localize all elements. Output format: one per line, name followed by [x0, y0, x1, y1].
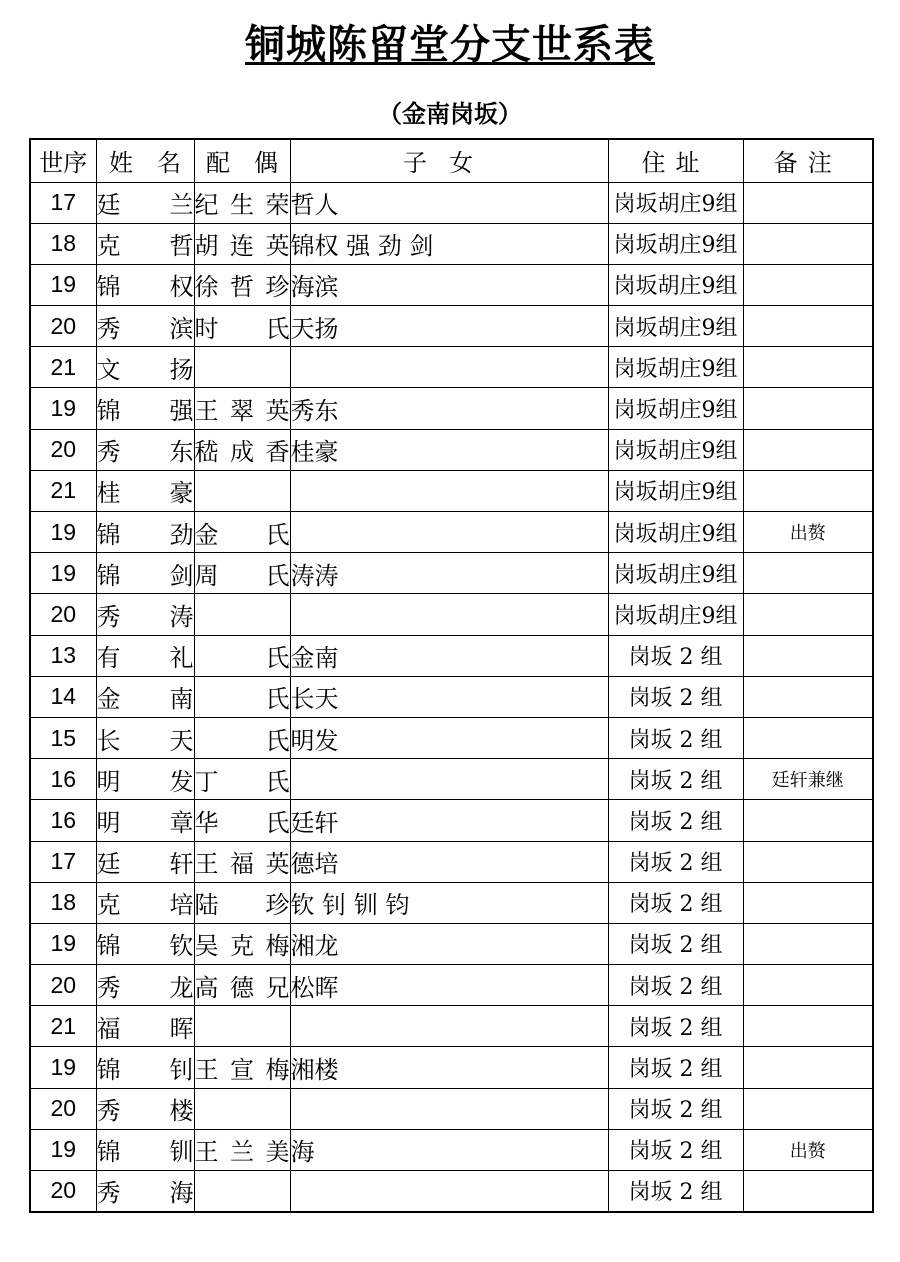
cell-name: 锦钊 [96, 1047, 194, 1088]
table-row [30, 512, 873, 553]
cell-address: 岗坂 2 组 [608, 635, 743, 676]
cell-name: 明发 [96, 759, 194, 800]
cell-name: 锦劲 [96, 512, 194, 553]
table-row [30, 717, 873, 758]
cell-address: 岗坂胡庄9组 [608, 594, 743, 635]
cell-name: 克哲 [96, 223, 194, 264]
cell-note [743, 1047, 873, 1088]
cell-name: 廷轩 [96, 841, 194, 882]
cell-note [743, 1088, 873, 1129]
table-row [30, 1088, 873, 1129]
cell-children: 金南 [290, 635, 608, 676]
table-header-row [30, 139, 873, 182]
cell-note [743, 965, 873, 1006]
cell-address: 岗坂胡庄9组 [608, 429, 743, 470]
cell-spouse [194, 1006, 290, 1047]
cell-address: 岗坂 2 组 [608, 1129, 743, 1170]
cell-name: 长天 [96, 717, 194, 758]
cell-name: 克培 [96, 882, 194, 923]
cell-children: 长天 [290, 676, 608, 717]
document-title [0, 18, 900, 72]
table-row [30, 965, 873, 1006]
cell-children [290, 1006, 608, 1047]
cell-spouse: 王宣梅 [194, 1047, 290, 1088]
cell-note [743, 841, 873, 882]
table-row [30, 923, 873, 964]
header-spouse: 配 偶 [194, 139, 290, 182]
cell-name: 有礼 [96, 635, 194, 676]
cell-note [743, 306, 873, 347]
cell-name: 锦强 [96, 388, 194, 429]
cell-generation: 17 [30, 841, 96, 882]
cell-children: 德培 [290, 841, 608, 882]
cell-children: 锦权 强 劲 剑 [290, 223, 608, 264]
genealogy-table [29, 138, 874, 1213]
cell-name: 锦钦 [96, 923, 194, 964]
cell-children [290, 1088, 608, 1129]
cell-generation: 19 [30, 1129, 96, 1170]
table-row [30, 676, 873, 717]
table-row [30, 594, 873, 635]
cell-address: 岗坂 2 组 [608, 759, 743, 800]
header-note: 备注 [743, 139, 873, 182]
cell-spouse: 王翠英 [194, 388, 290, 429]
cell-generation: 18 [30, 223, 96, 264]
table-row [30, 1171, 873, 1212]
cell-spouse [194, 594, 290, 635]
cell-note [743, 388, 873, 429]
cell-name: 廷兰 [96, 182, 194, 223]
cell-address: 岗坂 2 组 [608, 841, 743, 882]
cell-address: 岗坂胡庄9组 [608, 306, 743, 347]
cell-address: 岗坂 2 组 [608, 1171, 743, 1212]
cell-spouse [194, 1088, 290, 1129]
cell-spouse: 王兰美 [194, 1129, 290, 1170]
cell-note [743, 1171, 873, 1212]
cell-address: 岗坂胡庄9组 [608, 388, 743, 429]
cell-name: 锦权 [96, 264, 194, 305]
cell-note: 出赘 [743, 512, 873, 553]
cell-generation: 20 [30, 594, 96, 635]
cell-generation: 18 [30, 882, 96, 923]
cell-spouse: 吴克梅 [194, 923, 290, 964]
cell-spouse: 嵇成香 [194, 429, 290, 470]
cell-name: 秀涛 [96, 594, 194, 635]
table-row [30, 1006, 873, 1047]
cell-spouse: 胡连英 [194, 223, 290, 264]
header-name: 姓 名 [96, 139, 194, 182]
cell-spouse: 王福英 [194, 841, 290, 882]
cell-generation: 16 [30, 800, 96, 841]
cell-children: 桂豪 [290, 429, 608, 470]
cell-children [290, 1171, 608, 1212]
cell-note [743, 882, 873, 923]
cell-generation: 16 [30, 759, 96, 800]
cell-children: 天扬 [290, 306, 608, 347]
cell-name: 锦剑 [96, 553, 194, 594]
cell-generation: 19 [30, 553, 96, 594]
cell-spouse [194, 470, 290, 511]
table-body [30, 182, 873, 1212]
table-row [30, 635, 873, 676]
cell-address: 岗坂 2 组 [608, 717, 743, 758]
cell-spouse: 氏 [194, 676, 290, 717]
cell-address: 岗坂 2 组 [608, 965, 743, 1006]
cell-children: 湘楼 [290, 1047, 608, 1088]
cell-name: 锦钏 [96, 1129, 194, 1170]
table-row [30, 841, 873, 882]
cell-spouse: 陆珍 [194, 882, 290, 923]
cell-name: 秀东 [96, 429, 194, 470]
cell-spouse: 徐哲珍 [194, 264, 290, 305]
cell-generation: 17 [30, 182, 96, 223]
cell-children [290, 512, 608, 553]
table-row [30, 347, 873, 388]
cell-note [743, 800, 873, 841]
cell-spouse: 周氏 [194, 553, 290, 594]
cell-spouse [194, 347, 290, 388]
cell-address: 岗坂胡庄9组 [608, 553, 743, 594]
cell-note [743, 1006, 873, 1047]
cell-note [743, 182, 873, 223]
cell-spouse: 华氏 [194, 800, 290, 841]
cell-generation: 19 [30, 512, 96, 553]
cell-generation: 20 [30, 1171, 96, 1212]
cell-address: 岗坂胡庄9组 [608, 470, 743, 511]
document-title-text: 铜城陈留堂分支世系表 [245, 22, 655, 68]
cell-children: 哲人 [290, 182, 608, 223]
cell-name: 福晖 [96, 1006, 194, 1047]
cell-note [743, 347, 873, 388]
cell-note [743, 717, 873, 758]
header-children: 子女 [290, 139, 608, 182]
cell-generation: 19 [30, 1047, 96, 1088]
cell-address: 岗坂胡庄9组 [608, 264, 743, 305]
cell-note [743, 635, 873, 676]
cell-children: 海 [290, 1129, 608, 1170]
cell-generation: 21 [30, 347, 96, 388]
table-row [30, 800, 873, 841]
table-row [30, 388, 873, 429]
cell-children [290, 347, 608, 388]
cell-generation: 13 [30, 635, 96, 676]
cell-address: 岗坂 2 组 [608, 1088, 743, 1129]
cell-children: 松晖 [290, 965, 608, 1006]
cell-spouse: 纪生荣 [194, 182, 290, 223]
table-row [30, 759, 873, 800]
cell-generation: 15 [30, 717, 96, 758]
table-row [30, 882, 873, 923]
cell-address: 岗坂 2 组 [608, 882, 743, 923]
cell-name: 金南 [96, 676, 194, 717]
cell-children [290, 594, 608, 635]
cell-children: 海滨 [290, 264, 608, 305]
cell-generation: 21 [30, 1006, 96, 1047]
cell-generation: 21 [30, 470, 96, 511]
cell-address: 岗坂 2 组 [608, 1047, 743, 1088]
table-row [30, 264, 873, 305]
cell-note [743, 264, 873, 305]
header-address: 住址 [608, 139, 743, 182]
cell-generation: 20 [30, 1088, 96, 1129]
cell-generation: 20 [30, 429, 96, 470]
table-row [30, 306, 873, 347]
cell-generation: 20 [30, 965, 96, 1006]
document-subtitle: （金南岗坂） [378, 100, 522, 128]
cell-name: 秀龙 [96, 965, 194, 1006]
cell-spouse: 丁氏 [194, 759, 290, 800]
cell-generation: 20 [30, 306, 96, 347]
cell-spouse: 时氏 [194, 306, 290, 347]
cell-spouse: 金氏 [194, 512, 290, 553]
cell-note: 廷轩兼继 [743, 759, 873, 800]
cell-children [290, 470, 608, 511]
cell-generation: 19 [30, 388, 96, 429]
cell-note [743, 594, 873, 635]
cell-children: 湘龙 [290, 923, 608, 964]
cell-children: 明发 [290, 717, 608, 758]
cell-note [743, 553, 873, 594]
cell-address: 岗坂 2 组 [608, 676, 743, 717]
table-row [30, 470, 873, 511]
cell-note [743, 923, 873, 964]
cell-children: 廷轩 [290, 800, 608, 841]
cell-address: 岗坂 2 组 [608, 923, 743, 964]
table-row [30, 223, 873, 264]
cell-address: 岗坂 2 组 [608, 800, 743, 841]
cell-name: 文扬 [96, 347, 194, 388]
cell-address: 岗坂 2 组 [608, 1006, 743, 1047]
cell-spouse [194, 1171, 290, 1212]
cell-generation: 14 [30, 676, 96, 717]
table-row [30, 182, 873, 223]
cell-address: 岗坂胡庄9组 [608, 512, 743, 553]
header-generation: 世序 [30, 139, 96, 182]
cell-note [743, 429, 873, 470]
table-row [30, 1129, 873, 1170]
cell-name: 桂豪 [96, 470, 194, 511]
cell-name: 秀楼 [96, 1088, 194, 1129]
cell-note [743, 676, 873, 717]
cell-generation: 19 [30, 923, 96, 964]
cell-note [743, 223, 873, 264]
cell-children [290, 759, 608, 800]
cell-note [743, 470, 873, 511]
cell-spouse: 高德兄 [194, 965, 290, 1006]
cell-address: 岗坂胡庄9组 [608, 223, 743, 264]
cell-note: 出赘 [743, 1129, 873, 1170]
cell-name: 秀海 [96, 1171, 194, 1212]
cell-spouse: 氏 [194, 635, 290, 676]
cell-spouse: 氏 [194, 717, 290, 758]
cell-name: 明章 [96, 800, 194, 841]
cell-address: 岗坂胡庄9组 [608, 182, 743, 223]
cell-children: 秀东 [290, 388, 608, 429]
cell-children: 涛涛 [290, 553, 608, 594]
cell-name: 秀滨 [96, 306, 194, 347]
cell-children: 钦 钊 钏 钧 [290, 882, 608, 923]
cell-generation: 19 [30, 264, 96, 305]
table-row [30, 429, 873, 470]
cell-address: 岗坂胡庄9组 [608, 347, 743, 388]
table-row [30, 553, 873, 594]
table-row [30, 1047, 873, 1088]
